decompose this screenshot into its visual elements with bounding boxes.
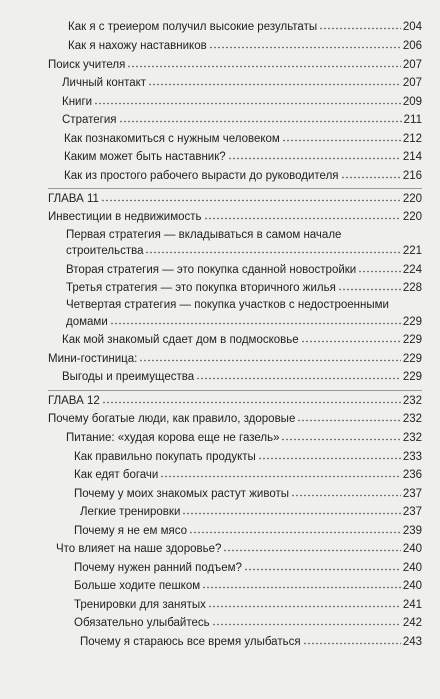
toc-entry-title: Стратегия <box>62 114 117 126</box>
toc-entry-page: 229 <box>402 334 422 346</box>
toc-entry-title: Мини-гостиница: <box>48 353 138 365</box>
toc-entry-continuation: домами <box>66 316 108 328</box>
toc-entry-title: Как я нахожу наставников <box>68 40 207 52</box>
toc-entry <box>74 486 422 501</box>
toc-entry-page: 207 <box>402 77 422 89</box>
toc-entry-page: 240 <box>402 562 422 574</box>
toc-entry-page: 240 <box>402 543 422 555</box>
toc-entry <box>56 541 422 556</box>
toc-entry-page: 239 <box>402 525 422 537</box>
toc-entry <box>62 112 422 127</box>
leader-dots <box>212 615 401 626</box>
toc-entry-title: Что влияет на наше здоровье? <box>56 543 222 555</box>
toc-entry <box>48 209 422 224</box>
toc-entry <box>48 351 422 366</box>
toc-entry-title: Как познакомиться с нужным человеком <box>64 133 280 145</box>
chapter-heading <box>48 191 422 206</box>
leader-dots <box>119 112 402 123</box>
toc-entry-page: 236 <box>402 469 422 481</box>
toc-entry-page: 204 <box>402 21 422 33</box>
toc-entry <box>62 75 422 90</box>
toc-entry-title: ГЛАВА 11 <box>48 193 99 205</box>
toc-entry <box>80 504 422 519</box>
toc-entry-page: 233 <box>402 451 422 463</box>
toc-entry <box>74 467 422 482</box>
toc-entry-title: Поиск учителя <box>48 59 126 71</box>
toc-entry <box>66 262 422 277</box>
toc-entry-page: 207 <box>402 59 422 71</box>
toc-entry <box>74 615 422 630</box>
toc-entry-page: 243 <box>402 636 422 648</box>
toc-entry-title: Каким может быть наставник? <box>64 151 226 163</box>
toc-entry-page: 216 <box>402 170 422 182</box>
toc-entry <box>62 332 422 347</box>
toc-entry-page: 229 <box>402 371 422 383</box>
toc-entry-title: Как мой знакомый сдает дом в подмосковье <box>62 334 299 346</box>
leader-dots <box>228 149 401 160</box>
toc-entry <box>74 597 422 612</box>
toc-entry-title: Инвестиции в недвижимость <box>48 211 202 223</box>
leader-dots <box>196 369 401 380</box>
toc-entry <box>48 57 422 72</box>
toc-entry-page: 241 <box>402 599 422 611</box>
toc-entry <box>74 449 422 464</box>
leader-dots <box>341 168 401 179</box>
toc-entry-page: 224 <box>402 264 422 276</box>
toc-entry-title: Первая стратегия — вкладываться в самом начале <box>66 229 342 241</box>
toc-entry <box>64 149 422 164</box>
toc-entry-title: Почему у моих знакомых растут животы <box>74 488 290 500</box>
leader-dots <box>148 75 401 86</box>
leader-dots <box>94 94 401 105</box>
toc-entry-page: 232 <box>402 432 422 444</box>
toc-entry-page: 237 <box>402 488 422 500</box>
leader-dots <box>258 449 401 460</box>
toc-entry-title: Почему богатые люди, как правило, здоровые <box>48 413 296 425</box>
toc-entry-page: 232 <box>402 395 422 407</box>
toc-entry-title: ГЛАВА 12 <box>48 395 100 407</box>
leader-dots <box>127 57 400 68</box>
chapter-divider <box>48 188 422 189</box>
leader-dots <box>139 351 400 362</box>
toc-entry-page: 212 <box>402 133 422 145</box>
toc-entry <box>66 430 422 445</box>
toc-entry <box>62 94 422 109</box>
leader-dots <box>301 332 401 343</box>
toc-entry <box>66 280 422 295</box>
toc-entry-title: Как из простого рабочего вырасти до руководителя <box>64 170 339 182</box>
toc-entry <box>74 578 422 593</box>
toc-entry-title: Больше ходите пешком <box>74 580 201 592</box>
leader-dots <box>358 262 401 273</box>
toc-entry-page: 220 <box>402 193 422 205</box>
leader-dots <box>303 634 401 645</box>
toc-entry-page: 220 <box>402 211 422 223</box>
toc-entry <box>48 411 422 426</box>
toc-entry-title: Легкие тренировки <box>80 506 181 518</box>
toc-entry-title: Третья стратегия — это покупка вторичного жилья <box>66 282 336 294</box>
toc-entry-page: 209 <box>402 96 422 108</box>
leader-dots <box>160 467 400 478</box>
toc-entry-title: Личный контакт <box>62 77 147 89</box>
leader-dots <box>297 411 400 422</box>
leader-dots <box>145 243 400 254</box>
toc-entry <box>68 19 422 34</box>
toc-entry <box>74 523 422 538</box>
leader-dots <box>204 209 401 220</box>
toc-entry-title: Питание: «худая корова еще не газель» <box>66 432 280 444</box>
toc-entry <box>64 131 422 146</box>
toc-entry-title: Как едят богачи <box>74 469 159 481</box>
toc-entry-title: Тренировки для занятых <box>74 599 206 611</box>
leader-dots <box>338 280 401 291</box>
leader-dots <box>244 560 401 571</box>
leader-dots <box>319 19 401 30</box>
toc-entry-title: Почему я не ем мясо <box>74 525 188 537</box>
leader-dots <box>189 523 401 534</box>
toc-entry-page: 228 <box>402 282 422 294</box>
leader-dots <box>209 38 401 49</box>
chapter-divider <box>48 390 422 391</box>
leader-dots <box>291 486 401 497</box>
toc-entry-page: 237 <box>402 506 422 518</box>
toc-entry-page: 229 <box>402 316 422 328</box>
toc-entry-page: 232 <box>402 413 422 425</box>
leader-dots <box>281 430 400 441</box>
toc-entry-page: 221 <box>402 245 422 257</box>
leader-dots <box>282 131 401 142</box>
toc-entry <box>62 369 422 384</box>
leader-dots <box>202 578 401 589</box>
toc-entry-title: Выгоды и преимущества <box>62 371 195 383</box>
toc-entry-page: 214 <box>402 151 422 163</box>
toc-entry-title: Почему нужен ранний подъем? <box>74 562 242 574</box>
toc-entry-title: Как я с треиером получил высокие результаты <box>68 21 318 33</box>
leader-dots <box>110 314 401 325</box>
leader-dots <box>208 597 401 608</box>
leader-dots <box>182 504 400 515</box>
toc-entry-page: 206 <box>402 40 422 52</box>
leader-dots <box>101 191 401 202</box>
toc-entry <box>74 560 422 575</box>
leader-dots <box>102 393 401 404</box>
toc-entry-title: Вторая стратегия — это покупка сданной новостройки <box>66 264 357 276</box>
toc-entry <box>68 38 422 53</box>
chapter-heading <box>48 393 422 408</box>
toc-entry <box>80 634 422 649</box>
toc-entry-title: Почему я стараюсь все время улыбаться <box>80 636 301 648</box>
toc-entry-page: 240 <box>402 580 422 592</box>
toc-entry-title: Книги <box>62 96 93 108</box>
toc-entry-title: Как правильно покупать продукты <box>74 451 256 463</box>
toc-entry-page: 211 <box>403 114 422 126</box>
toc-entry-title: Обязательно улыбайтесь <box>74 617 210 629</box>
toc-entry <box>66 243 422 258</box>
toc-entry <box>64 168 422 183</box>
toc-entry <box>66 314 422 329</box>
toc-entry-page: 242 <box>402 617 422 629</box>
toc-entry-continuation: строительства <box>66 245 144 257</box>
toc-entry-title: Четвертая стратегия — покупка участков с недостроенными <box>66 299 389 311</box>
toc-entry-page: 229 <box>402 353 422 365</box>
leader-dots <box>223 541 400 552</box>
